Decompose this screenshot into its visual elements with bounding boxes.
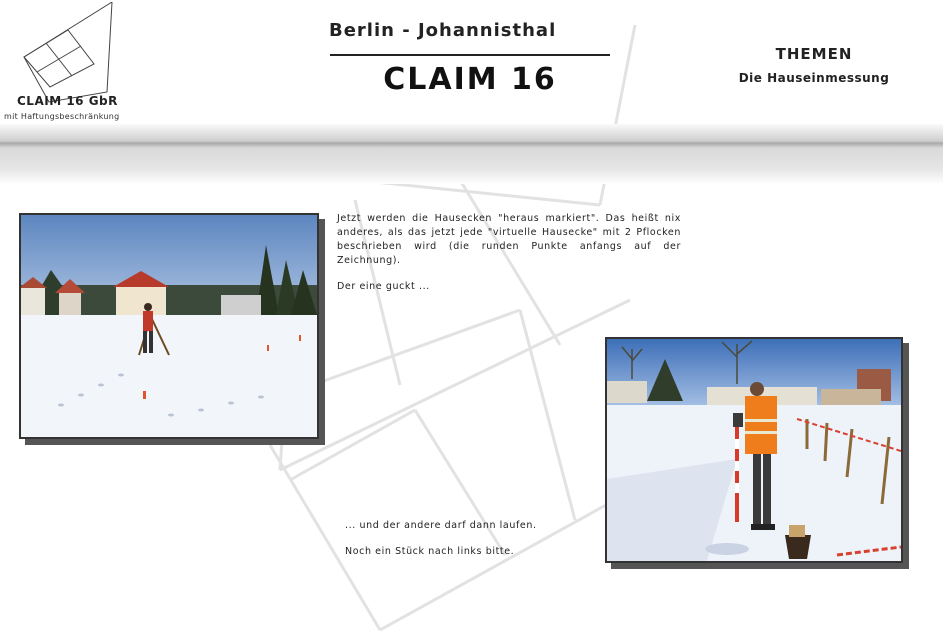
location-title: Berlin - Johannisthal (329, 20, 557, 41)
logo-name: CLAIM 16 GbR (17, 94, 118, 108)
section-label: THEMEN (775, 45, 853, 63)
caption-instruction: Noch ein Stück nach links bitte. (345, 546, 515, 557)
snow-field-image-2 (607, 339, 901, 561)
title-divider (330, 54, 610, 56)
page-title: CLAIM 16 (383, 62, 557, 97)
description-paragraph: Jetzt werden die Hausecken "heraus markiert". Das heißt nix anderes, als das jetzt jede "virtuelle Hausecke" mit 2 Pflocken beschrieben wird (die runden Punkte anfangs auf der Zeichnung). (337, 213, 681, 266)
description-paragraph-2: Der eine guckt ... (337, 281, 430, 292)
snow-field-image (21, 215, 317, 437)
header-banner (0, 124, 943, 184)
caption-runner: ... und der andere darf dann laufen. (345, 520, 537, 531)
section-subject: Die Hauseinmessung (738, 71, 890, 85)
photo-surveyor-pole (605, 337, 903, 563)
logo-subtitle: mit Haftungsbeschränkung (4, 112, 120, 121)
photo-surveyor-tripod (19, 213, 319, 439)
